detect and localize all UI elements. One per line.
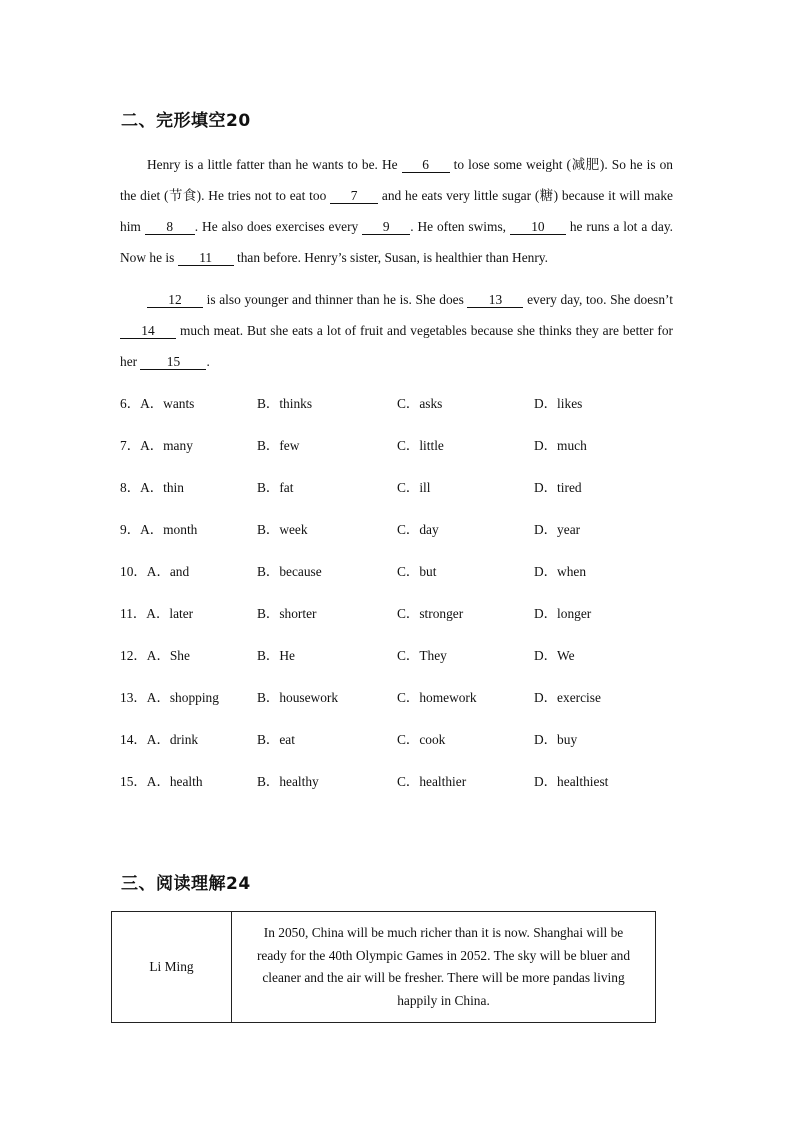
passage-text-cell: In 2050, China will be much richer than it is now. Shanghai will be ready for the 40th Olympic Games in 2052. The sky will be bluer and cleaner and the air will be fresher. There will be more pandas living happily in China.: [256, 925, 631, 1008]
option-b: B．healthy: [257, 774, 319, 789]
question-row: [120, 685, 680, 727]
text-segment: Henry is a little fatter than he wants to be. He: [147, 157, 402, 172]
option-c: C．but: [397, 564, 437, 579]
option-d: D．much: [534, 438, 587, 453]
option-a: 6．A．wants: [120, 396, 195, 411]
question-row: [120, 559, 680, 601]
option-b: B．few: [257, 438, 300, 453]
reading-table: [111, 911, 656, 1023]
text-segment: to lose some weight (减肥). So he is on the diet (节食). He tries not to eat too: [120, 157, 673, 203]
option-d: D．when: [534, 564, 587, 579]
option-a: 12．A．She: [120, 648, 190, 663]
option-b: B．housework: [257, 690, 339, 705]
option-c: C．healthier: [397, 774, 467, 789]
person-name-cell: Li Ming: [112, 912, 232, 1022]
blank-8: 8: [145, 220, 195, 235]
blank-13: 13: [467, 293, 523, 308]
option-a: 7．A．many: [120, 438, 193, 453]
option-a: 9．A．month: [120, 522, 198, 537]
option-d: D．exercise: [534, 690, 601, 705]
option-b: B．fat: [257, 480, 294, 495]
option-c: C．homework: [397, 690, 477, 705]
blank-12: 12: [147, 293, 203, 308]
blank-7: 7: [330, 189, 378, 204]
option-c: C．asks: [397, 396, 443, 411]
blank-9: 9: [362, 220, 410, 235]
option-c: C．They: [397, 648, 447, 663]
cloze-paragraph-2: [120, 284, 673, 377]
text-segment: .: [206, 354, 210, 369]
option-d: D．longer: [534, 606, 592, 621]
blank-10: 10: [510, 220, 566, 235]
blank-14: 14: [120, 324, 176, 339]
blank-15: 15: [140, 355, 206, 370]
option-a: 11．A．later: [120, 606, 194, 621]
option-d: D．likes: [534, 396, 583, 411]
option-d: D．healthiest: [534, 774, 609, 789]
question-row: [120, 643, 680, 685]
text-segment: much meat. But she eats a lot of fruit and vegetables because she thinks they are better for her: [120, 323, 673, 369]
option-a: 10．A．and: [120, 564, 190, 579]
cloze-paragraph-1: [120, 149, 673, 273]
text-segment: than before. Henry’s sister, Susan, is healthier than Henry.: [233, 250, 548, 265]
option-c: C．day: [397, 522, 439, 537]
text-segment: he runs a lot a day. Now he is: [120, 219, 673, 265]
text-segment: every day, too. She doesn’t: [523, 292, 673, 307]
option-b: B．He: [257, 648, 295, 663]
question-row: [120, 769, 680, 811]
cloze-section-heading: 二、完形填空20: [121, 111, 251, 131]
option-d: D．buy: [534, 732, 578, 747]
option-b: B．eat: [257, 732, 295, 747]
option-c: C．ill: [397, 480, 431, 495]
option-d: D．tired: [534, 480, 582, 495]
option-b: B．because: [257, 564, 322, 579]
option-c: C．little: [397, 438, 444, 453]
reading-section-heading: 三、阅读理解24: [121, 874, 251, 894]
question-row: [120, 391, 680, 433]
blank-11: 11: [178, 251, 234, 266]
option-a: 13．A．shopping: [120, 690, 219, 705]
question-row: [120, 601, 680, 643]
option-b: B．shorter: [257, 606, 317, 621]
option-c: C．cook: [397, 732, 446, 747]
option-c: C．stronger: [397, 606, 464, 621]
question-row: [120, 727, 680, 769]
question-row: [120, 517, 680, 559]
option-b: B．thinks: [257, 396, 313, 411]
text-segment: is also younger and thinner than he is. She does: [203, 292, 468, 307]
option-a: 8．A．thin: [120, 480, 184, 495]
question-row: [120, 433, 680, 475]
text-segment: and he eats very little sugar (糖) because it will make him: [120, 188, 673, 234]
text-segment: . He often swims,: [410, 219, 510, 234]
question-row: [120, 475, 680, 517]
option-b: B．week: [257, 522, 308, 537]
answer-options: [120, 391, 680, 811]
blank-6: 6: [402, 158, 450, 173]
text-segment: . He also does exercises every: [194, 219, 363, 234]
option-a: 15．A．health: [120, 774, 203, 789]
option-d: D．We: [534, 648, 575, 663]
option-a: 14．A．drink: [120, 732, 199, 747]
option-d: D．year: [534, 522, 581, 537]
